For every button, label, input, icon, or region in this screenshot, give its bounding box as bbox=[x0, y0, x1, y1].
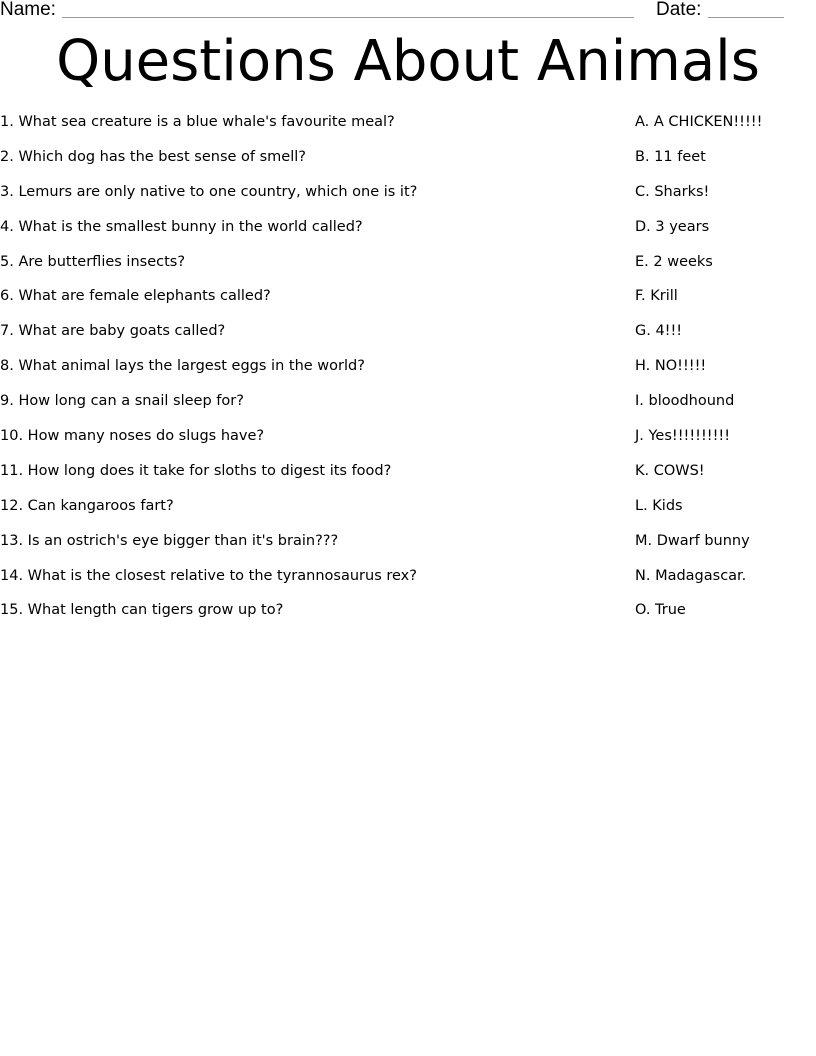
date-label: Date: bbox=[656, 0, 702, 20]
answer-item: D. 3 years bbox=[635, 218, 710, 235]
question-item: 11. How long does it take for sloths to digest its food? bbox=[0, 462, 392, 479]
answer-item: C. Sharks! bbox=[635, 183, 710, 200]
answer-item: M. Dwarf bunny bbox=[635, 532, 750, 549]
answer-item: A. A CHICKEN!!!!! bbox=[635, 114, 763, 130]
answer-item: O. True bbox=[635, 602, 686, 619]
answer-item: N. Madagascar. bbox=[635, 567, 747, 584]
question-item: 15. What length can tigers grow up to? bbox=[0, 602, 284, 619]
question-item: 8. What animal lays the largest eggs in the world? bbox=[0, 358, 365, 375]
question-item: 12. Can kangaroos fart? bbox=[0, 497, 174, 514]
answer-item: K. COWS! bbox=[635, 462, 705, 479]
name-blank-line bbox=[62, 17, 634, 18]
worksheet-header bbox=[0, 0, 816, 22]
answer-item: I. bloodhound bbox=[635, 393, 735, 410]
question-item: 4. What is the smallest bunny in the world called? bbox=[0, 218, 363, 235]
answer-list bbox=[635, 111, 815, 634]
question-item: 14. What is the closest relative to the tyrannosaurus rex? bbox=[0, 567, 417, 584]
question-item: 7. What are baby goats called? bbox=[0, 323, 226, 340]
answer-item: B. 11 feet bbox=[635, 148, 706, 165]
answer-item: L. Kids bbox=[635, 497, 683, 514]
answer-item: H. NO!!!!! bbox=[635, 358, 707, 375]
question-item: 1. What sea creature is a blue whale's favourite meal? bbox=[0, 114, 395, 130]
question-item: 2. Which dog has the best sense of smell? bbox=[0, 148, 306, 165]
question-list bbox=[0, 111, 620, 634]
page-title: Questions About Animals bbox=[56, 29, 760, 94]
question-item: 3. Lemurs are only native to one country, which one is it? bbox=[0, 183, 418, 200]
question-item: 5. Are butterflies insects? bbox=[0, 253, 186, 270]
name-label: Name: bbox=[0, 0, 56, 20]
answer-item: E. 2 weeks bbox=[635, 253, 713, 270]
question-item: 6. What are female elephants called? bbox=[0, 288, 271, 305]
answer-item: G. 4!!! bbox=[635, 323, 683, 340]
answer-item: F. Krill bbox=[635, 288, 678, 305]
answer-item: J. Yes!!!!!!!!!! bbox=[635, 428, 731, 445]
question-item: 10. How many noses do slugs have? bbox=[0, 428, 265, 445]
question-item: 13. Is an ostrich's eye bigger than it's brain??? bbox=[0, 532, 339, 549]
date-blank-line bbox=[708, 17, 784, 18]
question-item: 9. How long can a snail sleep for? bbox=[0, 393, 244, 410]
